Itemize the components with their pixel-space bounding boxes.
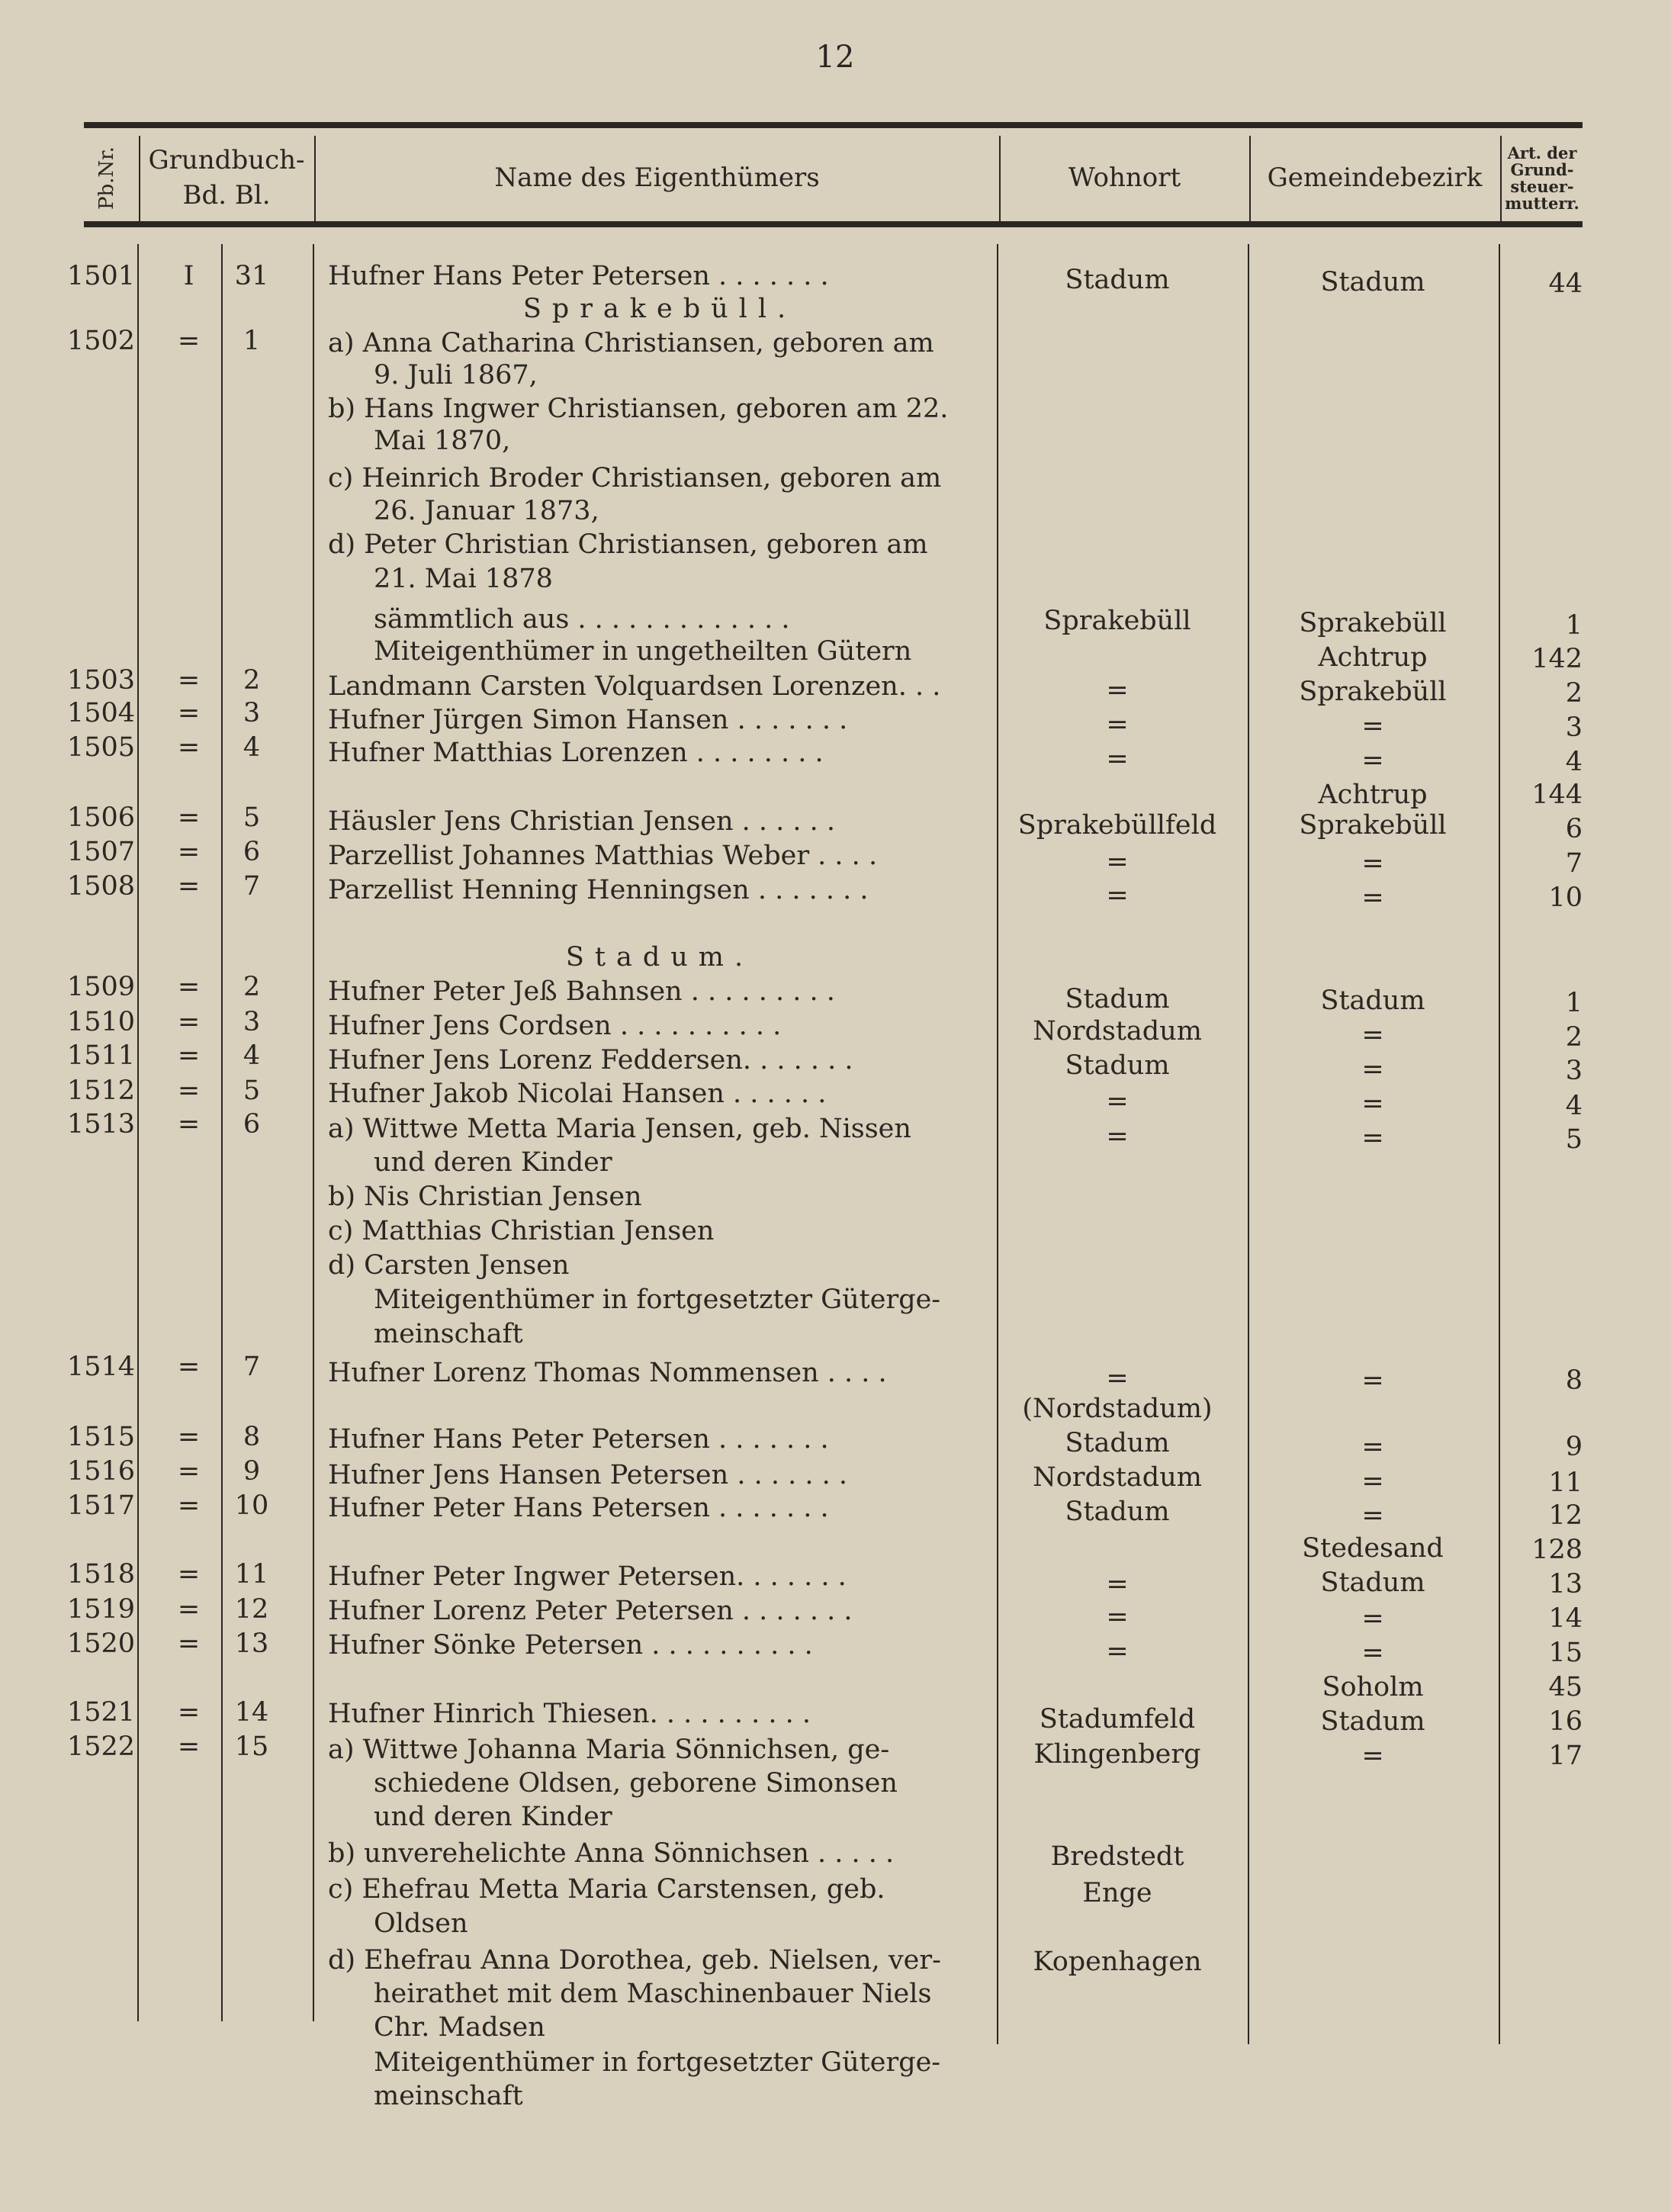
- header-wohnort: Wohnort: [1068, 162, 1181, 194]
- owner-name-line: a) Wittwe Johanna Maria Sönnichsen, ge-: [328, 1735, 890, 1765]
- wohnort: =: [1106, 1602, 1129, 1632]
- owner-name-line: b) Hans Ingwer Christiansen, geboren am 22.: [328, 394, 949, 424]
- owner-name: Hufner Hinrich Thiesen. . . . . . . . . .: [328, 1699, 811, 1729]
- owner-name-line: c) Heinrich Broder Christiansen, geboren am: [328, 463, 942, 494]
- row-bd: =: [177, 972, 201, 1002]
- row-nr: 1505: [66, 732, 135, 763]
- owner-name-line: meinschaft: [374, 1319, 523, 1349]
- header-art-line2: Grund-: [1510, 159, 1574, 179]
- owner-name-line: Chr. Madsen: [374, 2012, 545, 2043]
- row-bl: 4: [243, 732, 261, 763]
- gemeinde: =: [1361, 883, 1384, 913]
- row-bd: =: [177, 698, 201, 728]
- art-secondary: 45: [1548, 1672, 1583, 1702]
- owner-name-line: a) Wittwe Metta Maria Jensen, geb. Nissen: [328, 1114, 911, 1144]
- row-nr: 1513: [66, 1109, 135, 1140]
- owner-name-line: Miteigenthümer in ungetheilten Gütern: [374, 636, 912, 667]
- art: 13: [1548, 1569, 1583, 1600]
- section-heading: Stadum.: [565, 942, 754, 973]
- gemeinde: =: [1361, 1466, 1384, 1497]
- row-bd: =: [177, 1697, 201, 1728]
- row-bd: =: [177, 871, 201, 902]
- row-nr: 1503: [66, 665, 135, 696]
- row-bl: 8: [243, 1422, 261, 1452]
- owner-name-line: b) Nis Christian Jensen: [328, 1182, 642, 1212]
- gemeinde: =: [1361, 1638, 1384, 1668]
- gemeinde: =: [1361, 1054, 1384, 1085]
- owner-name: Häusler Jens Christian Jensen . . . . . .: [328, 806, 836, 837]
- wohnort: Stadum: [1065, 984, 1170, 1014]
- row-nr: 1510: [66, 1007, 135, 1037]
- row-bd: =: [177, 1559, 201, 1590]
- row-bd: I: [183, 261, 194, 291]
- wohnort-c: Enge: [1082, 1878, 1152, 1908]
- wohnort: =: [1106, 880, 1129, 911]
- art-secondary: 128: [1531, 1535, 1583, 1565]
- gemeinde: Sprakebüll: [1299, 677, 1447, 707]
- row-bd: =: [177, 837, 201, 867]
- art: 3: [1565, 712, 1583, 743]
- row-bd: =: [177, 1422, 201, 1452]
- wohnort-secondary: (Nordstadum): [1022, 1394, 1213, 1424]
- row-bd: =: [177, 802, 201, 833]
- owner-name: Hufner Jens Cordsen . . . . . . . . . .: [328, 1011, 782, 1041]
- owner-name-line: c) Matthias Christian Jensen: [328, 1216, 715, 1246]
- row-nr: 1514: [66, 1352, 135, 1382]
- row-nr: 1512: [66, 1075, 135, 1106]
- owner-name: Hufner Jakob Nicolai Hansen . . . . . .: [328, 1079, 827, 1109]
- row-nr: 1511: [66, 1040, 135, 1071]
- gemeinde-secondary: Stedesand: [1302, 1533, 1444, 1564]
- row-bd: =: [177, 1075, 201, 1106]
- row-bd: =: [177, 1352, 201, 1382]
- gemeinde: =: [1361, 1365, 1384, 1396]
- owner-name-line: 21. Mai 1878: [374, 564, 553, 594]
- art: 7: [1565, 848, 1583, 879]
- art: 8: [1565, 1365, 1583, 1396]
- row-nr: 1515: [66, 1422, 135, 1452]
- owner-name-line: d) Carsten Jensen: [328, 1250, 570, 1281]
- row-nr: 1519: [66, 1594, 135, 1625]
- gemeinde: =: [1361, 1123, 1384, 1153]
- wohnort: =: [1106, 1636, 1129, 1667]
- header-nr: Pb.Nr.: [95, 146, 118, 211]
- wohnort: =: [1106, 1121, 1129, 1152]
- row-nr: 1521: [66, 1697, 135, 1728]
- wohnort: Stadum: [1065, 1428, 1170, 1458]
- row-bl: 13: [234, 1628, 269, 1659]
- wohnort: =: [1106, 1363, 1129, 1394]
- art: 14: [1548, 1603, 1583, 1634]
- row-bl: 2: [243, 972, 261, 1002]
- owner-name-line: sämmtlich aus . . . . . . . . . . . . .: [374, 604, 790, 635]
- owner-name-line: Miteigenthümer in fortgesetzter Güterge-: [374, 2047, 941, 2078]
- wohnort: Sprakebüllfeld: [1017, 810, 1217, 841]
- wohnort: Stadum: [1065, 1497, 1170, 1527]
- owner-name: Parzellist Johannes Matthias Weber . . . .: [328, 841, 878, 871]
- art: 9: [1565, 1432, 1583, 1462]
- art: 1: [1565, 610, 1583, 641]
- row-bl: 3: [243, 1007, 261, 1037]
- gemeinde: Sprakebüll: [1299, 608, 1447, 638]
- row-nr: 1507: [66, 837, 135, 867]
- row-bl: 7: [243, 1352, 261, 1382]
- row-bl: 10: [234, 1490, 269, 1521]
- row-bd: =: [177, 732, 201, 763]
- art: 15: [1548, 1638, 1583, 1668]
- owner-name: Hufner Sönke Petersen . . . . . . . . . .: [328, 1630, 813, 1661]
- wohnort: =: [1106, 744, 1129, 774]
- row-bl: 11: [234, 1559, 269, 1590]
- wohnort-b: Bredstedt: [1050, 1841, 1184, 1872]
- row-nr: 1502: [66, 326, 135, 356]
- wohnort: =: [1106, 1086, 1129, 1117]
- owner-name: Landmann Carsten Volquardsen Lorenzen. . .: [328, 671, 941, 702]
- art: 1: [1565, 988, 1583, 1018]
- owner-name: Parzellist Henning Henningsen . . . . . . .: [328, 875, 869, 905]
- gemeinde: Stadum: [1320, 1567, 1425, 1598]
- row-nr: 1516: [66, 1456, 135, 1487]
- wohnort: Klingenberg: [1033, 1739, 1201, 1770]
- art: 2: [1565, 678, 1583, 709]
- section-heading: Sprakebüll.: [522, 294, 797, 324]
- owner-name: Hufner Jens Lorenz Feddersen. . . . . . .: [328, 1045, 853, 1075]
- header-art-line4: mutterr.: [1505, 194, 1579, 214]
- row-bd: =: [177, 1628, 201, 1659]
- gemeinde: =: [1361, 745, 1384, 776]
- owner-name-line: und deren Kinder: [374, 1802, 612, 1832]
- owner-name: Hufner Peter Ingwer Petersen. . . . . . .: [328, 1561, 847, 1592]
- gemeinde: Sprakebüll: [1299, 810, 1447, 841]
- row-bd: =: [177, 1007, 201, 1037]
- owner-name-line: a) Anna Catharina Christiansen, geboren am: [328, 328, 934, 358]
- gemeinde-secondary: Achtrup: [1318, 780, 1428, 810]
- owner-name-line: schiedene Oldsen, geborene Simonsen: [374, 1768, 898, 1799]
- owner-name: Hufner Lorenz Thomas Nommensen . . . .: [328, 1358, 887, 1388]
- owner-name-line: heirathet mit dem Maschinenbauer Niels: [374, 1979, 932, 2009]
- row-nr: 1504: [66, 698, 135, 728]
- header-rule-bottom: [84, 221, 1583, 227]
- owner-name-line: Mai 1870,: [374, 426, 511, 456]
- art: 6: [1565, 814, 1583, 844]
- gemeinde: =: [1361, 1088, 1384, 1119]
- owner-name: Hufner Jürgen Simon Hansen . . . . . . .: [328, 705, 848, 735]
- art-secondary: 142: [1531, 644, 1583, 674]
- row-bl: 2: [243, 665, 261, 696]
- row-bl: 14: [234, 1697, 269, 1728]
- wohnort: =: [1106, 675, 1129, 706]
- owner-name: Hufner Hans Peter Petersen . . . . . . .: [328, 261, 829, 291]
- wohnort: Nordstadum: [1033, 1016, 1202, 1047]
- owner-name: Hufner Matthias Lorenzen . . . . . . . .: [328, 738, 824, 768]
- page-number: 12: [815, 40, 855, 75]
- owner-name: Hufner Hans Peter Petersen . . . . . . .: [328, 1424, 829, 1455]
- row-bl: 6: [243, 1109, 261, 1140]
- row-bl: 9: [243, 1456, 261, 1487]
- art: 4: [1565, 747, 1583, 777]
- row-bd: =: [177, 1594, 201, 1625]
- row-bd: =: [177, 665, 201, 696]
- row-bl: 5: [243, 802, 261, 833]
- art-secondary: 144: [1531, 780, 1583, 810]
- header-art-line3: steuer-: [1510, 177, 1574, 196]
- row-nr: 1520: [66, 1628, 135, 1659]
- row-bd: =: [177, 326, 201, 356]
- row-nr: 1522: [66, 1731, 135, 1762]
- row-nr: 1506: [66, 802, 135, 833]
- owner-name: Hufner Peter Hans Petersen . . . . . . .: [328, 1493, 829, 1523]
- row-bl: 31: [234, 261, 269, 291]
- gemeinde: Stadum: [1320, 985, 1425, 1016]
- owner-name-line: c) Ehefrau Metta Maria Carstensen, geb.: [328, 1874, 885, 1905]
- row-bl: 4: [243, 1040, 261, 1071]
- gemeinde: Stadum: [1320, 1706, 1425, 1737]
- art: 3: [1565, 1056, 1583, 1086]
- row-bd: =: [177, 1490, 201, 1521]
- gemeinde: =: [1361, 1603, 1384, 1634]
- header-gemeinde: Gemeindebezirk: [1267, 162, 1483, 194]
- gemeinde: =: [1361, 1500, 1384, 1531]
- header-name: Name des Eigenthümers: [494, 162, 820, 194]
- art: 4: [1565, 1091, 1583, 1121]
- owner-name-line: Miteigenthümer in fortgesetzter Güterge-: [374, 1284, 941, 1315]
- owner-name-line: b) unverehelichte Anna Sönnichsen . . . . .: [328, 1838, 895, 1869]
- row-nr: 1501: [66, 261, 135, 291]
- owner-name: Hufner Jens Hansen Petersen . . . . . . .: [328, 1460, 847, 1490]
- row-bd: =: [177, 1040, 201, 1071]
- owner-name-line: und deren Kinder: [374, 1147, 612, 1178]
- owner-name-line: d) Peter Christian Christiansen, geboren am: [328, 529, 928, 560]
- row-bl: 3: [243, 698, 261, 728]
- row-bd: =: [177, 1456, 201, 1487]
- row-bd: =: [177, 1109, 201, 1140]
- gemeinde: =: [1361, 848, 1384, 879]
- gemeinde: =: [1361, 1741, 1384, 1771]
- wohnort-d: Kopenhagen: [1033, 1947, 1202, 1977]
- row-bl: 6: [243, 837, 261, 867]
- wohnort: Stadum: [1065, 265, 1170, 295]
- owner-name-line: d) Ehefrau Anna Dorothea, geb. Nielsen, ver-: [328, 1945, 941, 1976]
- gemeinde: =: [1361, 1432, 1384, 1462]
- row-bl: 7: [243, 871, 261, 902]
- art: 12: [1548, 1500, 1583, 1531]
- owner-name: Hufner Peter Jeß Bahnsen . . . . . . . . .: [328, 976, 835, 1007]
- wohnort: =: [1106, 847, 1129, 877]
- gemeinde-secondary: Achtrup: [1318, 642, 1428, 673]
- art: 16: [1548, 1706, 1583, 1737]
- row-nr: 1509: [66, 972, 135, 1002]
- row-bl: 1: [243, 326, 261, 356]
- owner-name-line: meinschaft: [374, 2081, 523, 2111]
- art: 2: [1565, 1022, 1583, 1053]
- art: 5: [1565, 1124, 1583, 1155]
- gemeinde: Stadum: [1320, 267, 1425, 297]
- column-rule: [137, 244, 139, 2021]
- wohnort: Stadumfeld: [1039, 1704, 1196, 1735]
- row-nr: 1508: [66, 871, 135, 902]
- row-bl: 12: [234, 1594, 269, 1625]
- row-bd: =: [177, 1731, 201, 1762]
- header-art: [1502, 136, 1583, 221]
- row-nr: 1518: [66, 1559, 135, 1590]
- wohnort: Nordstadum: [1033, 1462, 1202, 1493]
- gemeinde: =: [1361, 711, 1384, 741]
- header-rule-top: [84, 122, 1583, 128]
- wohnort: =: [1106, 1569, 1129, 1600]
- owner-name-line: Oldsen: [374, 1908, 468, 1939]
- art: 44: [1548, 268, 1583, 299]
- wohnort: Stadum: [1065, 1050, 1170, 1081]
- owner-name-line: 26. Januar 1873,: [374, 496, 599, 526]
- wohnort: =: [1106, 709, 1129, 740]
- gemeinde: =: [1361, 1020, 1384, 1050]
- owner-name: Hufner Lorenz Peter Petersen . . . . . . .: [328, 1596, 853, 1626]
- wohnort: Sprakebüll: [1043, 606, 1191, 636]
- row-nr: 1517: [66, 1490, 135, 1521]
- gemeinde-secondary: Soholm: [1322, 1672, 1424, 1702]
- row-bl: 5: [243, 1075, 261, 1106]
- header-grundbuch-line1: Grundbuch-: [148, 145, 305, 176]
- header-art-line1: Art. der: [1507, 143, 1577, 162]
- art: 11: [1548, 1468, 1583, 1498]
- art: 10: [1548, 883, 1583, 913]
- header-grundbuch-line2: Bd. Bl.: [182, 180, 271, 211]
- owner-name-line: 9. Juli 1867,: [374, 360, 538, 391]
- art: 17: [1548, 1741, 1583, 1771]
- header-grundbuch: [140, 136, 313, 221]
- column-rule: [313, 244, 314, 2021]
- row-bl: 15: [234, 1731, 269, 1762]
